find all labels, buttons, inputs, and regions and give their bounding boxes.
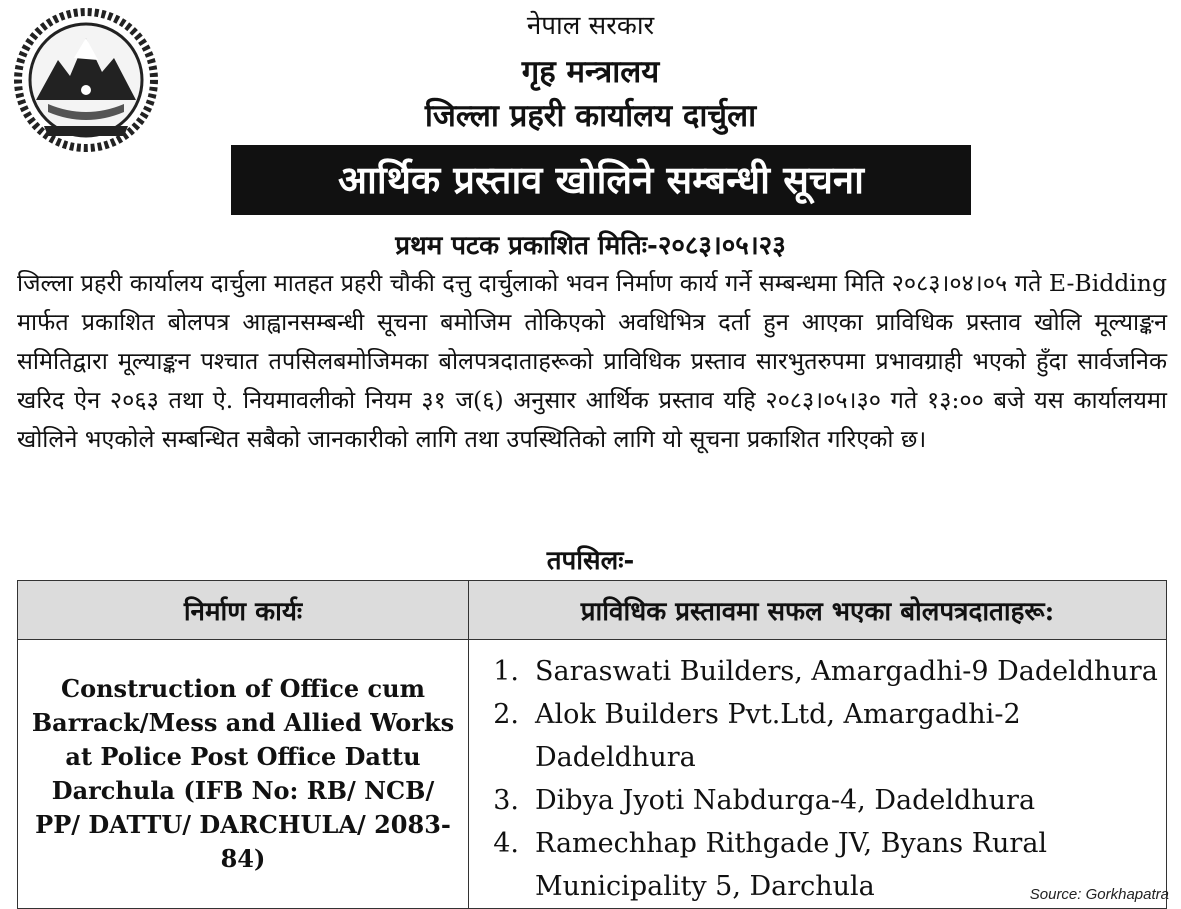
header-successful-bidders: प्राविधिक प्रस्तावमा सफल भएका बोलपत्रदाताहरू: [469, 581, 1167, 640]
list-item [469, 650, 1166, 693]
bidder-number: 4. [493, 828, 519, 859]
bidder-number: 3. [493, 785, 519, 816]
office-name: जिल्ला प्रहरी कार्यालय दार्चुला [424, 98, 757, 134]
bidder-name: Alok Builders Pvt.Ltd, Amargadhi-2 Dadeldhura [535, 699, 1021, 773]
ministry-name: गृह मन्त्रालय [521, 54, 660, 90]
table-header-row [18, 581, 1167, 640]
bidder-number: 1. [493, 656, 519, 687]
government-name: नेपाल सरकार [526, 11, 655, 41]
construction-work-description: Construction of Office cum Barrack/Mess and Allied Works at Police Post Office Dattu Darchula (IFB No: RB/ NCB/ PP/ DATTU/ DARCHULA/ 2083-84) [18, 640, 469, 909]
header-construction-work: निर्माण कार्यः [18, 581, 469, 640]
source-credit: Source: Gorkhapatra [1029, 886, 1169, 903]
bidder-list [469, 650, 1166, 908]
list-item [469, 693, 1166, 779]
publication-date: प्रथम पटक प्रकाशित मितिः-२०८३।०५।२३ [395, 231, 786, 261]
bidder-number: 2. [493, 699, 519, 730]
details-label: तपसिलः- [546, 546, 635, 576]
bidder-name: Dibya Jyoti Nabdurga-4, Dadeldhura [535, 785, 1036, 816]
list-item [469, 779, 1166, 822]
notice-title: आर्थिक प्रस्ताव खोलिने सम्बन्धी सूचना [231, 145, 971, 215]
bidder-list-cell [469, 640, 1167, 909]
bidder-name: Ramechhap Rithgade JV, Byans Rural Municipality 5, Darchula [535, 828, 1048, 902]
bidder-name: Saraswati Builders, Amargadhi-9 Dadeldhura [535, 656, 1158, 687]
bidders-table [17, 580, 1167, 909]
table-row [18, 640, 1167, 909]
notice-body: जिल्ला प्रहरी कार्यालय दार्चुला मातहत प्रहरी चौकी दत्तु दार्चुलाको भवन निर्माण कार्य गर्ने सम्बन्धमा मिति २०८३।०४।०५ गते E-Bidding मार्फत प्रकाशित बोलपत्र आह्वानसम्बन्धी सूचना बमोजिम तोकिएको अवधिभित्र दर्ता हुन आएका प्राविधिक प्रस्ताव खोलि मूल्याङ्कन समितिद्वारा मूल्याङ्कन पश्चात तपसिलबमोजिमका बोलपत्रदाताहरूको प्राविधिक प्रस्ताव सारभुतरुपमा प्रभावग्राही भएको हुँदा सार्वजनिक खरिद ऐन २०६३ तथा ऐ. नियमावलीको नियम ३१ ज(६) अनुसार आर्थिक प्रस्ताव यहि २०८३।०५।३० गते १३:०० बजे यस कार्यालयमा खोलिने भएकोले सम्बन्धित सबैको जानकारीको लागि तथा उपस्थितिको लागि यो सूचना प्रकाशित गरिएको छ। [17, 269, 1167, 453]
